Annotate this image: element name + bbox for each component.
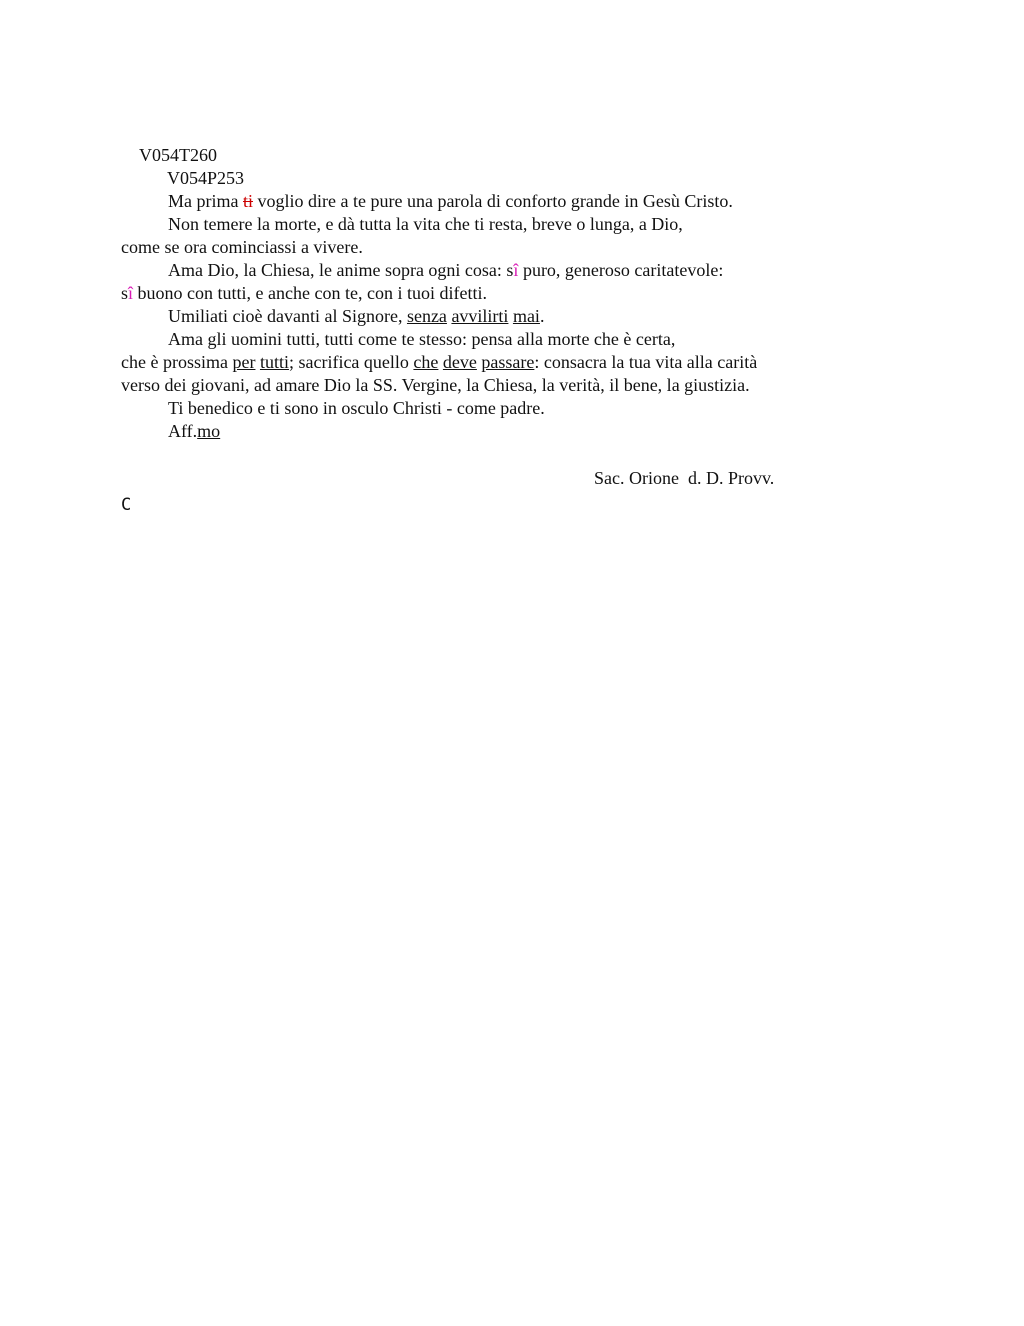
line-4-text-b: puro, generoso caritatevole: xyxy=(518,260,724,280)
underlined-word: per xyxy=(232,352,256,372)
letter-line-5 xyxy=(121,282,487,305)
underlined-word: passare xyxy=(481,352,535,372)
line-8-text-a: che è prossima xyxy=(121,352,233,372)
underlined-word: mai xyxy=(512,306,540,326)
line-5-text-b: buono con tutti, e anche con te, con i tuoi difetti. xyxy=(133,283,487,303)
underlined-word: che xyxy=(413,352,439,372)
line-8-text-b: ; sacrifica quello xyxy=(288,352,414,372)
line-5-text-a: s xyxy=(121,283,129,303)
underlined-word: deve xyxy=(442,352,477,372)
underlined-word: senza xyxy=(406,306,447,326)
signature: Sac. Orione d. D. Provv. xyxy=(594,468,775,488)
letter-line-2: Non temere la morte, e dà tutta la vita che ti resta, breve o lunga, a Dio, xyxy=(168,214,683,234)
underlined-word: avvilirti xyxy=(451,306,509,326)
letter-line-10: Ti benedico e ti sono in osculo Christi - come padre. xyxy=(168,398,545,418)
letter-line-9: verso dei giovani, ad amare Dio la SS. Vergine, la Chiesa, la verità, il bene, la giustizia. xyxy=(121,375,750,395)
line-6-text-a: Umiliati cioè davanti al Signore, xyxy=(168,306,407,326)
closing-abbreviation: Aff. xyxy=(168,421,198,441)
struck-word: ti xyxy=(242,191,253,211)
line-1-text-a: Ma prima xyxy=(168,191,243,211)
line-4-text-a: Ama Dio, la Chiesa, le anime sopra ogni cosa: s xyxy=(168,260,514,280)
letter-line-7: Ama gli uomini tutti, tutti come te stesso: pensa alla morte che è certa, xyxy=(168,329,676,349)
accented-character: î xyxy=(513,260,519,280)
letter-line-6 xyxy=(168,305,544,328)
letter-line-8 xyxy=(121,351,757,374)
letter-line-3: come se ora cominciassi a vivere. xyxy=(121,237,363,257)
line-1-text-b: voglio dire a te pure una parola di conforto grande in Gesù Cristo. xyxy=(253,191,733,211)
letter-line-11 xyxy=(168,420,220,443)
accented-character: î xyxy=(128,283,134,303)
underlined-abbreviation: mo xyxy=(197,421,221,441)
underlined-word: tutti xyxy=(259,352,289,372)
line-8-text-c: : consacra la tua vita alla carità xyxy=(534,352,758,372)
volume-page-code: V054P253 xyxy=(167,168,245,188)
footer-mark: C xyxy=(121,495,132,515)
line-6-end: . xyxy=(539,306,545,326)
letter-line-1 xyxy=(168,190,733,213)
volume-text-code: V054T260 xyxy=(139,145,217,165)
letter-line-4 xyxy=(168,259,723,282)
